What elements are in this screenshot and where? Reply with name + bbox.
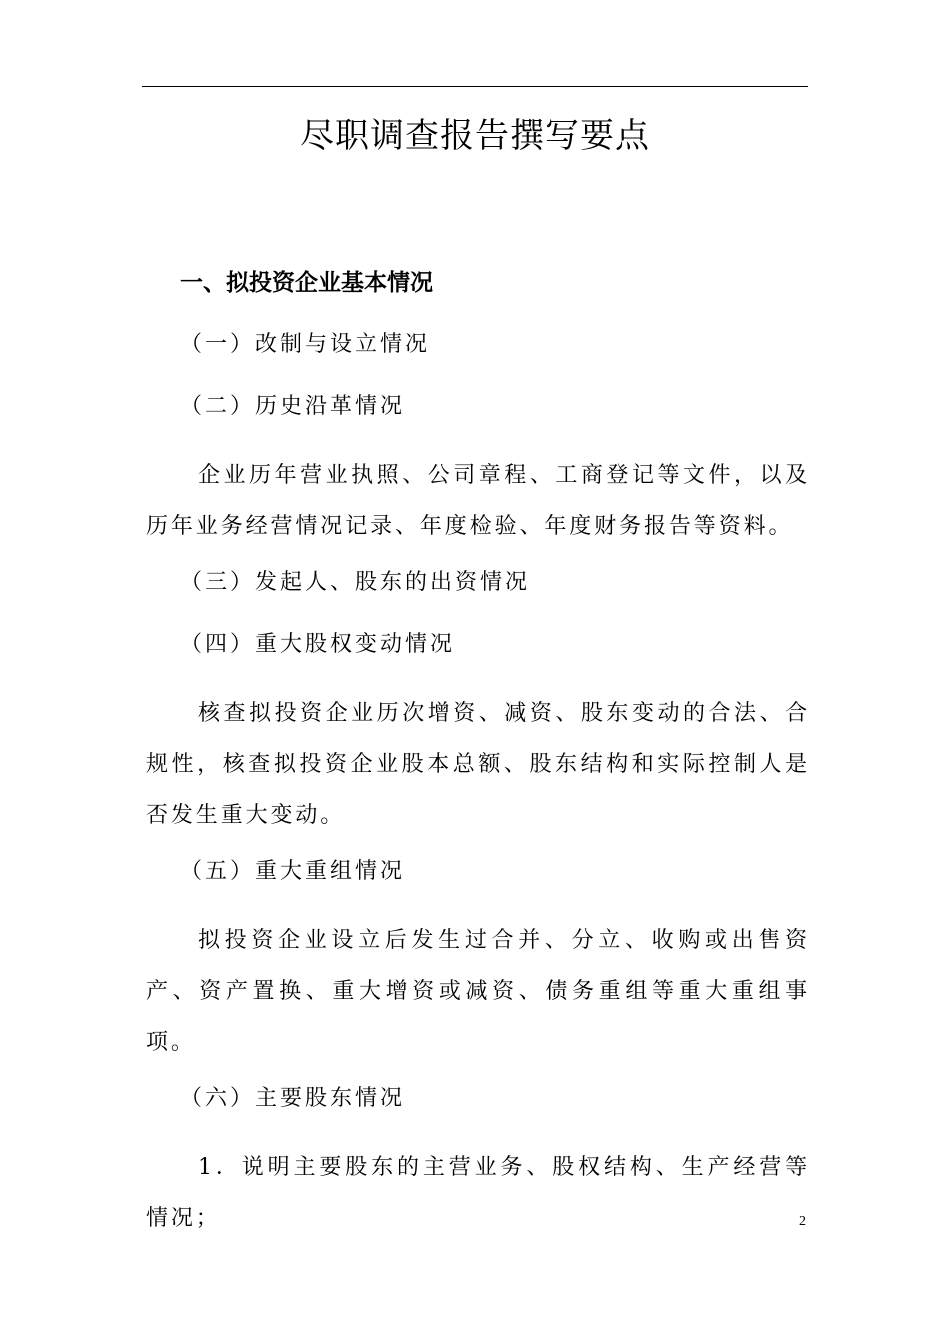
section-heading: 一、拟投资企业基本情况: [180, 270, 433, 296]
page-number: 2: [799, 1214, 806, 1229]
document-title: 尽职调查报告撰写要点: [300, 116, 650, 156]
header-rule: [142, 86, 808, 87]
subsection-heading-1: （一）改制与设立情况: [180, 332, 431, 357]
paragraph-restructuring: 拟投资企业设立后发生过合并、分立、收购或出售资产、资产置换、重大增资或减资、债务重组等重大重组事项。: [146, 928, 810, 1055]
subsection-heading-5: （五）重大重组情况: [180, 859, 406, 884]
document-body: [146, 264, 810, 1256]
paragraph-shareholders-item-1: 1．说明主要股东的主营业务、股权结构、生产经营等情况；: [146, 1155, 810, 1231]
subsection-heading-6: （六）主要股东情况: [180, 1086, 406, 1111]
subsection-heading-3: （三）发起人、股东的出资情况: [180, 570, 531, 595]
paragraph-equity-changes: 核查拟投资企业历次增资、减资、股东变动的合法、合规性，核查拟投资企业股本总额、股东结构和实际控制人是否发生重大变动。: [146, 701, 810, 828]
paragraph-history: 企业历年营业执照、公司章程、工商登记等文件，以及历年业务经营情况记录、年度检验、年度财务报告等资料。: [146, 463, 810, 539]
subsection-heading-4: （四）重大股权变动情况: [180, 632, 456, 657]
subsection-heading-2: （二）历史沿革情况: [180, 394, 406, 419]
